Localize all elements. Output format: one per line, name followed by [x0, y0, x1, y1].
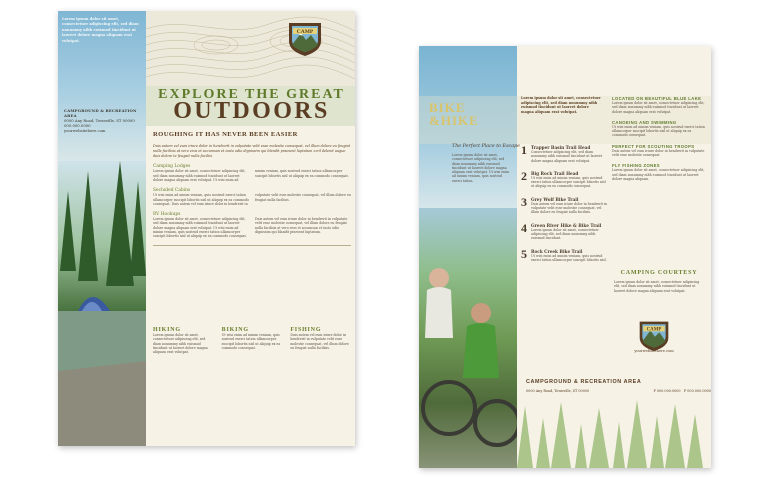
trail-number: 1: [521, 143, 527, 157]
intro-text: Lorem ipsum dolor sit amet, consectetuer adipiscing elit, sed diam nonummy nibh euismod tincidunt ut laoreet dolore magna aliquam erat volutpat.: [521, 96, 601, 114]
title-line-2: &HIKE: [429, 113, 479, 128]
headline-line-1: EXPLORE THE GREAT: [158, 87, 345, 102]
article-heading: ROUGHING IT HAS NEVER BEEN EASIER: [153, 131, 298, 138]
footer-address: 0000 Any Road, Townville, ST 00000: [526, 389, 590, 393]
footer-fax: F 000.000.0000: [683, 389, 711, 393]
activity-title: BIKING: [221, 327, 249, 333]
feature-body: Lorem ipsum dolor sit amet, consectetuer adipiscing elit, sed diam nonummy nibh euismod tincidunt ut laoreet dolore magna aliquam erat volutpat.: [612, 101, 705, 114]
footer-address-line: [526, 389, 711, 393]
bike-hike-title: [429, 101, 479, 127]
address-title: CAMPGROUND & RECREATION AREA: [64, 108, 137, 118]
trail-item: [521, 170, 609, 189]
trail-number: 5: [521, 246, 527, 261]
activity-biking: [222, 327, 283, 354]
article-lede: Duis autem vel eum iriure dolor in hendrerit in vulputate velit esse molestie consequat, vel illum dolore eu feugiat nulla facilisis at vero eros et accumsan et iusto odio dignissim qui blandit praesent luptatum zzril delenit augue duis dolore te feugait nulla facilisi.: [153, 144, 351, 158]
address-line: 0000 Any Road, Townville, ST 00000: [64, 118, 135, 123]
website-link: yourwebsitehere.com: [64, 128, 106, 133]
trail-name: Rock Creek Bike Trail: [531, 248, 583, 254]
main-article: [153, 131, 351, 250]
trail-item: [521, 196, 609, 215]
feature-title: LOCATED ON BEAUTIFUL BLUE LAKE: [612, 96, 702, 101]
activity-fishing: [290, 327, 351, 354]
divider: [153, 245, 351, 246]
trail-name: Trapper Basin Trail Head: [531, 145, 591, 150]
trail-number: 2: [521, 168, 527, 183]
camp-badge-logo: [637, 318, 671, 352]
feature-body: Lorem ipsum dolor sit amet, consectetuer adipiscing elit, sed diam nonummy nibh euismod tincidunt ut laoreet dolore magna aliquam.: [612, 168, 705, 181]
contour-lines-icon: [146, 11, 355, 86]
title-line-1: BIKE: [429, 100, 466, 115]
couple-biking-image: [419, 208, 517, 468]
trail-item: [521, 248, 609, 263]
feature-body: Duis autem vel eum iriure dolor in hendrerit in vulputate velit esse molestie consequat.: [612, 148, 705, 158]
section-body-lodges: Lorem ipsum dolor sit amet, consectetuer adipiscing elit, sed diam nonummy nibh euismod tincidunt ut laoreet dolore magna aliquam erat volutpat. Ut wisi enim ad minim veniam, quis nostrud exerci tation ullamcorper suscipit lobortis nisl ut aliquip ex ea commodo consequat.: [153, 169, 349, 182]
trail-body: Consectetuer adipiscing elit, sed diam nonummy nibh euismod tincidunt ut laoreet dolore magna aliquam erat volutpat.: [531, 150, 603, 163]
website-link: yourwebsitehere.com: [634, 349, 674, 353]
section-body-rv: Lorem ipsum dolor sit amet, consectetuer adipiscing elit, sed diam nonummy nibh euismod tincidunt ut laoreet dolore magna aliquam erat volutpat. Ut wisi enim ad minim veniam, quis nostrud exerci tation ullamcorper suscipit lobortis nisl ut aliquip ex ea commodo consequat. Duis autem vel eum iriure dolor in hendrerit in vulputate velit esse molestie consequat, vel illum dolore eu feugiat nulla facilisis at vero eros et accumsan et iusto odio dignissim qui blandit praesent luptatum.: [153, 217, 348, 239]
trail-number: 4: [521, 220, 527, 235]
section-title-lodges: Camping Lodges: [153, 164, 191, 170]
trail-name: Green River Hike & Bike Trail: [531, 222, 602, 228]
courtesy-heading: CAMPING COURTESY: [620, 270, 698, 276]
trail-name: Big Rock Trail Head: [531, 170, 579, 176]
trail-body: Duis autem vel eum iriure dolor in hendrerit in vulputate velit esse molestie consequat, vel illum dolore eu feugiat nulla facilisis.: [531, 201, 608, 215]
topographic-map-graphic: [146, 11, 355, 86]
intro-text: Lorem ipsum dolor sit amet, consectetuer adipiscing elit, sed diam nonummy nibh euismod tincidunt ut laoreet dolore magna aliquam erat volutpat.: [62, 17, 139, 43]
cyclists-photo: [419, 208, 517, 468]
trail-body: Lorem ipsum dolor sit amet, consectetuer adipiscing elit, sed diam nonummy nibh euismod tincidunt.: [531, 227, 599, 241]
flyer-page-front: [58, 11, 355, 446]
sidebar-features: [612, 96, 706, 181]
courtesy-text: Lorem ipsum dolor sit amet, consectetuer adipiscing elit, sed diam nonummy nibh euismod tincidunt ut laoreet dolore magna aliquam erat volutpat.: [614, 280, 700, 293]
badge-text: CAMP: [296, 29, 314, 35]
campsite-photo: [58, 161, 146, 446]
pine-forest-illustration: [517, 396, 711, 468]
footer-phone: P 000.000.0000: [653, 389, 681, 393]
activity-body: Ut wisi enim ad minim veniam, quis nostrud exerci tation ullamcorper suscipit lobortis nisl ut aliquip ex ea commodo consequat.: [221, 333, 281, 350]
tagline: The Perfect Place to Escape: [452, 144, 520, 149]
badge-text: CAMP: [646, 327, 662, 333]
activities-row: [153, 327, 351, 354]
tent-in-forest-image: [58, 161, 146, 446]
trail-body: Ut wisi enim ad minim veniam, quis nostrud exerci tation ullamcorper suscipit lobortis nisl ut aliquip ex ea commodo consequat.: [531, 175, 606, 189]
activity-body: Duis autem vel eum iriure dolor in hendrerit in vulputate velit esse molestie consequat, vel illum dolore eu feugiat nulla facilisis.: [290, 333, 349, 350]
activity-body: Lorem ipsum dolor sit amet, consectetuer adipiscing elit, sed diam nonummy nibh euismod tincidunt ut laoreet dolore magna aliquam erat volutpat.: [153, 333, 208, 355]
flyer-page-back: [419, 46, 711, 468]
section-body-cabins: Ut wisi enim ad minim veniam, quis nostrud exerci tation ullamcorper suscipit lobortis nisl ut aliquip ex ea commodo consequat. Duis autem vel eum iriure dolor in hendrerit in vulputate velit esse molestie consequat, vel illum dolore eu feugiat nulla facilisis.: [153, 193, 351, 206]
activity-hiking: [153, 327, 214, 354]
trail-number: 3: [521, 194, 527, 209]
feature-title: FLY FISHING ZONES: [612, 163, 660, 169]
address-block: [64, 108, 144, 133]
camp-badge-logo: [287, 19, 323, 57]
trail-body: Ut wisi enim ad minim veniam, quis nostrud exerci tation ullamcorper suscipit lobortis nisl.: [531, 253, 607, 262]
left-column-text: Lorem ipsum dolor sit amet, consectetuer adipiscing elit, sed diam nonummy nibh euismod tincidunt ut laoreet dolore magna aliquam erat volutpat. Ut wisi enim ad minim veniam, quis nostrud exerci tation.: [452, 153, 510, 183]
feature-body: Ut wisi enim ad minim veniam, quis nostrud exerci tation ullamcorper suscipit lobortis nisl ut aliquip ex ea commodo consequat.: [612, 124, 705, 138]
footer-title: CAMPGROUND & RECREATION AREA: [526, 379, 642, 385]
trail-item: [521, 222, 609, 241]
section-title-cabins: Secluded Cabins: [153, 188, 191, 194]
trail-item: [521, 144, 609, 163]
feature-title: CANOEING AND SWIMMING: [612, 119, 677, 125]
trail-name: Grey Wolf Bike Trail: [531, 196, 579, 202]
headline-line-2: OUTDOORS: [173, 98, 330, 124]
phone-number: 000.000.0000: [64, 123, 91, 128]
activity-title: HIKING: [153, 327, 181, 333]
feature-title: PERFECT FOR SCOUTING TROOPS: [612, 143, 695, 149]
section-title-rv: RV Hookups: [153, 212, 181, 218]
trail-list: [521, 144, 609, 269]
activity-title: FISHING: [290, 327, 322, 333]
